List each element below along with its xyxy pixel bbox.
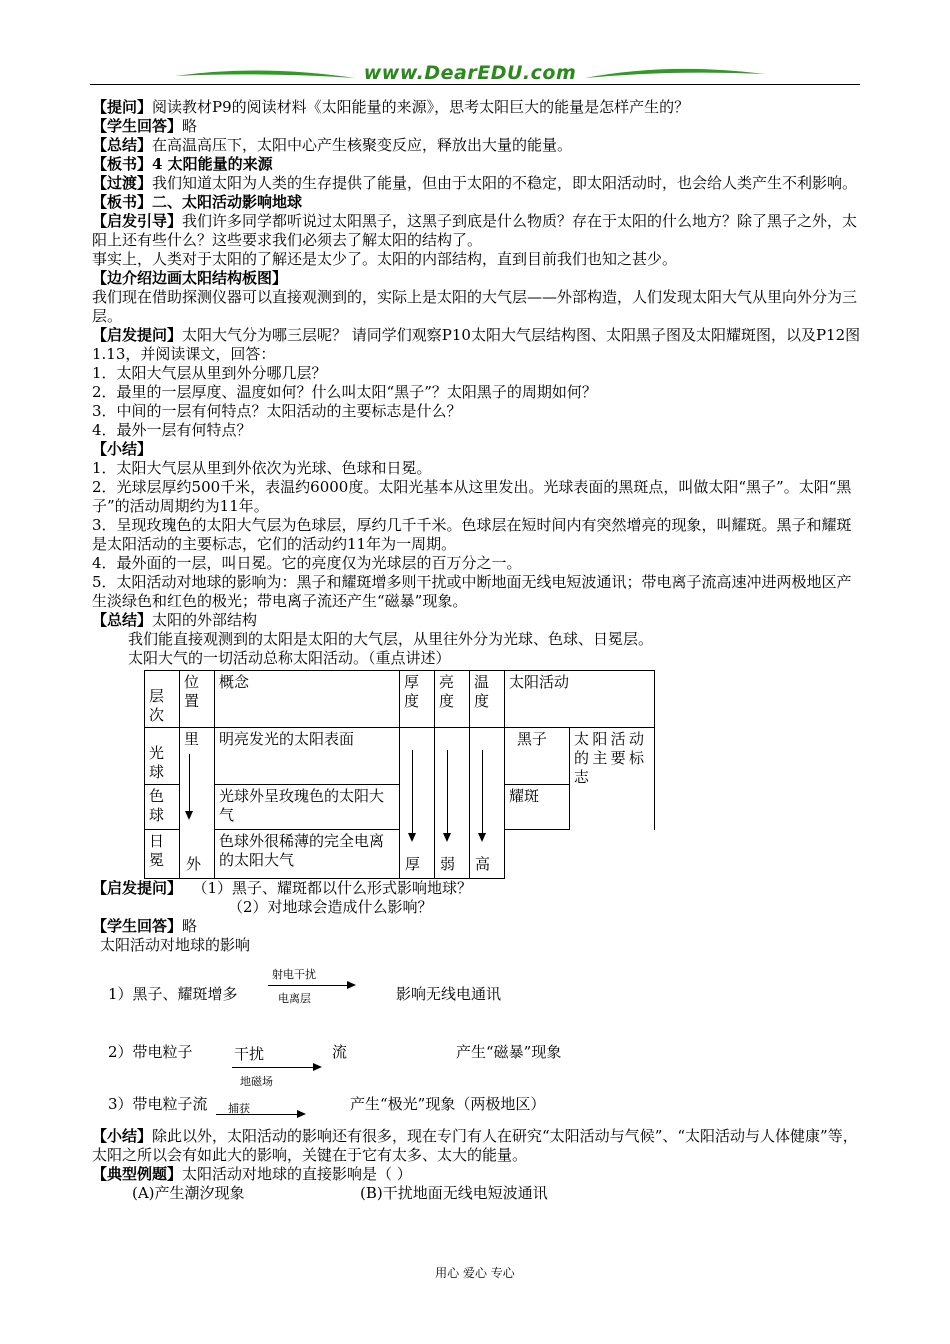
layer-text: 日冕 — [149, 832, 165, 869]
right-arrow-icon — [216, 1114, 304, 1115]
sunspot-text: 黑子 — [517, 730, 548, 748]
summary-item: 3．呈现玫瑰色的太阳大气层为色球层，厚约几千千米。色球层在短时间内有突然增亮的现象，叫耀斑。黑子和耀斑是太阳活动的主要标志，它们的活动约11年为一周期。 — [92, 516, 852, 553]
label: 【过渡】 — [92, 174, 153, 192]
summary-item: 2．光球层厚约500千米，表温约6000度。太阳光基本从这里发出。光球表面的黑斑点，叫做太阳“黑子”。太阳“黑子”的活动周期约为11年。 — [92, 478, 852, 515]
text: 太阳活动对地球的直接影响是（ ） — [182, 1165, 412, 1183]
option-a: (A)产生潮汐现象 — [132, 1184, 245, 1202]
text: 阅读教材P9的阅读材料《太阳能量的来源》，思考太阳巨大的能量是怎样产生的？ — [152, 98, 690, 116]
effect-2-result: 产生“磁暴”现象 — [456, 1043, 562, 1061]
summary-item: 4．最外面的一层，叫日冕。它的亮度仅为光球层的百万分之一。 — [92, 554, 522, 572]
document-body — [92, 98, 862, 1203]
site-logo — [170, 58, 770, 98]
label: 【启发提问】 — [92, 326, 183, 344]
concept-cell: 明亮发光的太阳表面 — [215, 728, 400, 785]
paragraph — [92, 917, 862, 936]
section-label: 【小结】 — [92, 440, 153, 458]
header-text: 温度 — [474, 673, 490, 710]
text: 我们知道太阳为人类的生存提供了能量，但由于太阳的不稳定，即太阳活动时，也会给人类产生不利影响。 — [152, 174, 858, 192]
paragraph: 事实上，人类对于太阳的了解还是太少了。太阳的内部结构，直到目前我们也知之甚少。 — [92, 250, 678, 268]
effects-diagram — [92, 959, 862, 1115]
paragraph — [92, 879, 862, 898]
header-cell — [400, 671, 435, 728]
paragraph: （2）对地球会造成什么影响？ — [228, 898, 433, 916]
label: 【总结】 — [92, 136, 153, 154]
activity-sign-cell — [570, 728, 655, 830]
header-cell — [435, 671, 470, 728]
solar-structure-table — [144, 670, 655, 879]
layer-cell — [145, 728, 180, 785]
paragraph: 太阳大气的一切活动总称太阳活动。（重点讲述） — [128, 649, 451, 667]
header-cell — [180, 671, 215, 728]
effect-1-result: 影响无线电通讯 — [396, 985, 502, 1003]
paragraph: 我们现在借助探测仪器可以直接观测到的，实际上是太阳的大气层——外部构造，人们发现太阳大气从里向外分为三层。 — [92, 288, 858, 325]
question: 2．最里的一层厚度、温度如何？什么叫太阳“黑子”？太阳黑子的周期如何？ — [92, 383, 597, 401]
paragraph — [92, 611, 862, 630]
effect-2-source: 2）带电粒子 — [108, 1043, 193, 1061]
text: （1）黑子、耀斑都以什么形式影响地球？ — [200, 879, 473, 897]
effect-2-top-label: 干扰 — [234, 1045, 265, 1063]
question: 4．最外一层有何特点？ — [92, 421, 252, 439]
header-cell — [145, 671, 180, 728]
effect-3-source: 3）带电粒子流 — [108, 1095, 208, 1113]
label: 【启发提问】 — [92, 879, 183, 897]
temperature-cell — [470, 728, 505, 879]
header-text: 厚度 — [404, 673, 420, 710]
layer-text: 光球 — [149, 744, 165, 781]
position-bottom: 外 — [186, 855, 202, 873]
option-b: (B)干扰地面无线电短波通讯 — [360, 1184, 548, 1202]
label: 【典型例题】 — [92, 1165, 183, 1183]
question: 3．中间的一层有何特点？太阳活动的主要标志是什么？ — [92, 402, 462, 420]
paragraph: 【板书】二、太阳活动影响地球 — [92, 193, 303, 211]
table-row — [145, 728, 655, 785]
brightness-cell — [435, 728, 470, 879]
concept-cell: 光球外呈玫瑰色的太阳大气 — [215, 785, 400, 830]
paragraph — [92, 326, 862, 364]
activity-cell — [505, 728, 570, 785]
activity-sign-text: 太阳活动的主要标志 — [574, 730, 644, 786]
thickness-text: 厚 — [405, 855, 421, 873]
question: 1．太阳大气层从里到外分哪几层？ — [92, 364, 327, 382]
text: 太阳的外部结构 — [152, 611, 258, 629]
header-text: 亮度 — [439, 673, 455, 710]
text: 略 — [182, 917, 198, 935]
label: 【提问】 — [92, 98, 153, 116]
effect-1-source: 1）黑子、耀斑增多 — [108, 985, 238, 1003]
empty-cell — [505, 830, 655, 879]
effect-1-bottom-label: 电离层 — [278, 992, 311, 1005]
effect-3-result: 产生“极光”现象（两极地区） — [350, 1095, 546, 1113]
logo-text: www.DearEDU.com — [363, 62, 577, 84]
table-header-row — [145, 671, 655, 728]
layer-cell — [145, 830, 180, 879]
label: 【小结】 — [92, 1127, 153, 1145]
concept-cell: 色球外很稀薄的完全电离的太阳大气 — [215, 830, 400, 879]
layer-text: 色球 — [149, 787, 165, 824]
brightness-text: 弱 — [440, 855, 456, 873]
activity-cell — [505, 785, 570, 830]
summary-item: 1．太阳大气层从里到外依次为光球、色球和日冕。 — [92, 459, 432, 477]
flare-text: 耀斑 — [509, 787, 540, 805]
header-cell — [470, 671, 505, 728]
effect-2-bottom-label: 地磁场 — [240, 1075, 273, 1088]
paragraph: 【板书】4 太阳能量的来源 — [92, 155, 273, 173]
thickness-cell — [400, 728, 435, 879]
down-arrow-icon — [447, 750, 448, 840]
page-footer: 用心 爱心 专心 — [435, 1266, 515, 1280]
text: 在高温高压下，太阳中心产生核聚变反应，释放出大量的能量。 — [152, 136, 573, 154]
label: 【学生回答】 — [92, 117, 183, 135]
paragraph: 我们能直接观测到的太阳是太阳的大气层，从里往外分为光球、色球、日冕层。 — [128, 630, 654, 648]
temperature-text: 高 — [475, 855, 491, 873]
label: 【启发引导】 — [92, 212, 183, 230]
right-arrow-icon — [232, 1067, 320, 1068]
header-text: 位置 — [184, 673, 200, 710]
down-arrow-icon — [412, 750, 413, 840]
effect-3-label: 捕获 — [228, 1102, 250, 1115]
right-arrow-icon — [268, 985, 354, 986]
paragraph — [92, 98, 862, 117]
text: 我们许多同学都听说过太阳黑子，这黑子到底是什么物质？存在于太阳的什么地方？除了黑子之外，太阳上还有些什么？这些要求我们必须去了解太阳的结构了。 — [92, 212, 858, 249]
paragraph — [92, 212, 862, 250]
position-cell — [180, 728, 215, 879]
down-arrow-icon — [189, 754, 190, 818]
header-cell: 概念 — [215, 671, 400, 728]
paragraph — [92, 174, 862, 193]
text: 略 — [182, 117, 198, 135]
paragraph — [92, 117, 862, 136]
down-arrow-icon — [482, 750, 483, 840]
paragraph: 太阳活动对地球的影响 — [100, 936, 251, 954]
layer-cell — [145, 785, 180, 830]
summary-item: 5．太阳活动对地球的影响为：黑子和耀斑增多则干扰或中断地面无线电短波通讯；带电离子流高速冲进两极地区产生淡绿色和红色的极光；带电离子流还产生“磁暴”现象。 — [92, 573, 852, 610]
effect-1-top-label: 射电干扰 — [272, 968, 316, 981]
label: 【学生回答】 — [92, 917, 183, 935]
paragraph: 【边介绍边画太阳结构板图】 — [92, 269, 288, 287]
position-top: 里 — [184, 730, 200, 748]
effect-2-mid-label: 流 — [332, 1043, 348, 1061]
paragraph — [92, 1127, 862, 1165]
options-row — [92, 1184, 862, 1203]
label: 【总结】 — [92, 611, 153, 629]
paragraph — [92, 1165, 862, 1184]
header-cell: 太阳活动 — [505, 671, 655, 728]
header-divider — [90, 84, 860, 85]
text: 太阳大气分为哪三层呢？ 请同学们观察P10太阳大气层结构图、太阳黑子图及太阳耀斑图，以及P12图1.13，并阅读课文，回答： — [92, 326, 861, 363]
paragraph — [92, 136, 862, 155]
header-text: 层次 — [149, 687, 165, 724]
text: 除此以外，太阳活动的影响还有很多，现在专门有人在研究“太阳活动与气候”、“太阳活动与人体健康”等，太阳之所以会有如此大的影响，关键在于它有太多、太大的能量。 — [92, 1127, 858, 1164]
